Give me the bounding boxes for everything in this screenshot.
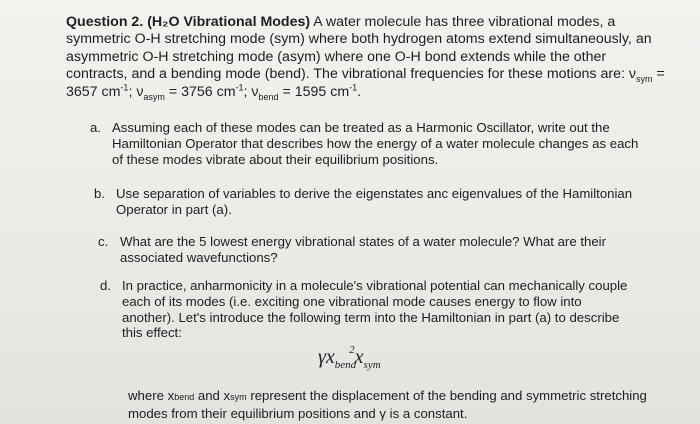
item-c-letter: c. — [98, 234, 109, 249]
formula-sub-bend: bend — [334, 359, 357, 371]
freq-asym-exp: -1 — [235, 81, 244, 92]
formula-gamma-x: γx — [318, 346, 335, 368]
freq-sym-value: = 3657 cm — [66, 66, 665, 100]
list-item-a — [90, 120, 642, 167]
item-b-letter: b. — [94, 186, 105, 201]
formula-sub-sym: sym — [363, 359, 381, 371]
freq-bend-label: ; ν — [243, 83, 259, 100]
freq-asym-sub: asym — [143, 91, 165, 102]
list-item-c — [98, 234, 640, 266]
list-item-d — [100, 278, 637, 341]
where-paragraph — [128, 388, 648, 422]
freq-bend-sub: bend — [258, 91, 279, 102]
item-b-text: Use separation of variables to derive the eigenstates anc eigenvalues of the Hamiltonian Operator in part (a). — [116, 186, 633, 217]
freq-sym-exp: -1 — [120, 81, 129, 92]
freq-asym-label: ; ν — [128, 83, 144, 100]
question-heading: Question 2. (H₂O Vibrational Modes) — [66, 14, 311, 30]
formula-x2: x — [354, 346, 364, 368]
item-c-text: What are the 5 lowest energy vibrational states of a water molecule? What are their associated wavefunctions? — [120, 234, 606, 265]
freq-bend-exp: -1 — [349, 81, 358, 92]
formula-sup-2: 2 — [349, 344, 355, 356]
list-item-b — [94, 186, 644, 218]
where-sub-bend: bend — [174, 392, 195, 402]
where-part-3: represent the displacement of the bending and symmetric stretching modes from their equilibrium positions and γ is a constant. — [128, 388, 647, 421]
item-d-text: In practice, anharmonicity in a molecule's vibrational potential can mechanically couple each of its modes (i.e. exciting one vibrational mode causes energy to flow into another). Let's introduce the following term into the Hamiltonian in part (a) to describe this effect: — [122, 278, 628, 341]
item-a-text: Assuming each of these modes can be treated as a Harmonic Oscillator, write out the Hamiltonian Operator that describes how the energy of a water molecule changes as each of these modes vibrate about their equilibrium positions. — [112, 120, 639, 167]
where-part-2: and x — [194, 388, 231, 403]
freq-asym-value: = 3756 cm — [164, 83, 236, 100]
where-part-1: where x — [128, 388, 175, 403]
question-intro: A water molecule has three vibrational modes, a symmetric O-H stretching mode (sym) where both hydrogen atoms extend simultaneously, an asymmetric O-H stretching mode (asym) where one O-H bond extends while the other contracts, and a bending mode (bend). The vibrational frequencies for these motions are: — [66, 14, 652, 83]
question-end: . — [357, 83, 362, 100]
coupling-formula — [318, 344, 381, 371]
freq-sym-sub: sym — [635, 74, 653, 85]
where-sub-sym: sym — [230, 392, 247, 402]
item-a-letter: a. — [90, 120, 101, 135]
item-d-letter: d. — [100, 278, 111, 293]
freq-bend-value: = 1595 cm — [278, 83, 350, 100]
freq-sym-label: ν — [628, 66, 636, 83]
question-paragraph — [66, 14, 666, 101]
